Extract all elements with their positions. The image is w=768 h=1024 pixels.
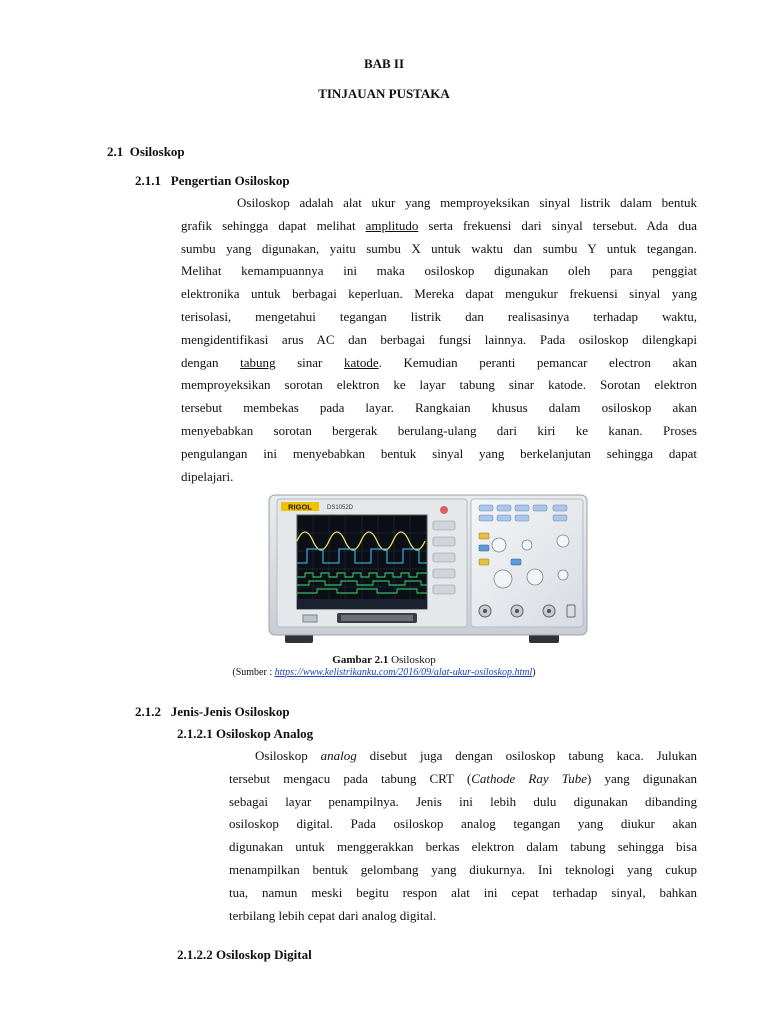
section-title: Osiloskop	[129, 144, 185, 159]
paragraph-line: digunakan untuk menggerakkan berkas elektron dalam tabung sehingga bisa	[229, 839, 697, 855]
paragraph-line: osiloskop digital. Pada osiloskop analog tegangan yang diukur akan	[229, 816, 697, 832]
link-tabung[interactable]: tabung	[240, 354, 276, 370]
chapter-number: BAB II	[363, 56, 405, 71]
paragraph-line: Melihat kemampuannya ini maka osiloskop digunakan oleh para penggiat	[181, 263, 697, 279]
model-label: DS1052D	[327, 505, 354, 511]
paragraph-line: tersebut mengacu pada tabung CRT (Cathode Ray Tube) yang digunakan	[229, 770, 697, 786]
paragraph-line: grafik sehingga dapat melihat amplitudo serta frekuensi dari sinyal tersebut. Ada dua	[181, 217, 697, 233]
section-title: Pengertian Osiloskop	[170, 173, 290, 188]
section-2-1-2-heading	[135, 704, 290, 720]
paragraph-line: menampilkan bentuk gelombang yang diukurnya. Ini teknologi yang cukup	[229, 861, 697, 877]
figure-caption	[0, 654, 768, 666]
paragraph-line: dengan tabung sinar katode. Kemudian peranti pemancar electron akan	[181, 354, 697, 370]
section-2-1-1-heading	[135, 173, 290, 189]
paragraph-line: terbilang lebih cepat dari analog digital.	[229, 907, 437, 923]
source-prefix: (Sumber :	[232, 667, 275, 678]
paragraph-line: memproyeksikan sorotan elektron ke layar tabung sinar katode. Sorotan elektron	[181, 377, 697, 393]
section-title: Jenis-Jenis Osiloskop	[170, 704, 290, 719]
section-number: 2.1.1	[135, 173, 161, 188]
paragraph-line: sumbu yang digunakan, yaitu sumbu X untuk waktu dan sumbu Y untuk tegangan.	[181, 240, 697, 256]
paragraph-line: sebagai layar penampilnya. Jenis ini lebih dulu digunakan dibanding	[229, 793, 697, 809]
paragraph-line: dipelajari.	[181, 468, 234, 484]
caption-label: Gambar 2.1	[332, 654, 389, 666]
section-2-1-2-2-heading: 2.1.2.2 Osiloskop Digital	[177, 947, 312, 962]
paragraph-line: tua, namun meski begitu respon alat ini cepat terhadap sinyal, bahkan	[229, 884, 697, 900]
section-number: 2.1	[107, 144, 124, 159]
paragraph-line: elektronika untuk berbagai keperluan. Mereka dapat mengukur frekuensi sinyal yang	[181, 286, 697, 302]
paragraph-line: terisolasi, mengetahui tegangan listrik dan realisasinya terhadap waktu,	[181, 308, 697, 324]
paragraph-line: Osiloskop analog disebut juga dengan osiloskop tabung kaca. Julukan	[255, 748, 697, 763]
paragraph-analog	[229, 745, 697, 927]
paragraph-line: pengulangan ini menyebabkan bentuk sinyal yang berkelanjutan sehingga dapat	[181, 445, 697, 461]
paragraph-line: menyebabkan sorotan bergerak berulang-ulang dari kiri ke kanan. Proses	[181, 422, 697, 438]
caption-text: Osiloskop	[391, 654, 436, 666]
source-link[interactable]: https://www.kelistrikanku.com/2016/09/alat-ukur-osiloskop.html	[274, 667, 533, 678]
section-number: 2.1.2	[135, 704, 161, 719]
chapter-title: TINJAUAN PUSTAKA	[318, 86, 450, 101]
link-amplitudo[interactable]: amplitudo	[365, 217, 419, 233]
figure-source	[0, 667, 768, 678]
oscilloscope-image	[267, 493, 589, 645]
paragraph-line: Osiloskop adalah alat ukur yang memproyeksikan sinyal listrik dalam bentuk	[237, 195, 697, 210]
section-2-1-2-1-heading: 2.1.2.1 Osiloskop Analog	[177, 726, 314, 741]
source-suffix: )	[532, 667, 536, 678]
paragraph-pengertian	[181, 192, 697, 488]
paragraph-line: mengidentifikasi arus AC dan berbagai fungsi lainnya. Pada osiloskop dilengkapi	[181, 331, 697, 347]
link-katode[interactable]: katode	[343, 354, 379, 370]
brand-label: RIGOL	[288, 502, 312, 512]
paragraph-line: tersebut membekas pada layar. Rangkaian khusus dalam osiloskop akan	[181, 400, 697, 416]
section-2-1-heading	[107, 144, 185, 160]
